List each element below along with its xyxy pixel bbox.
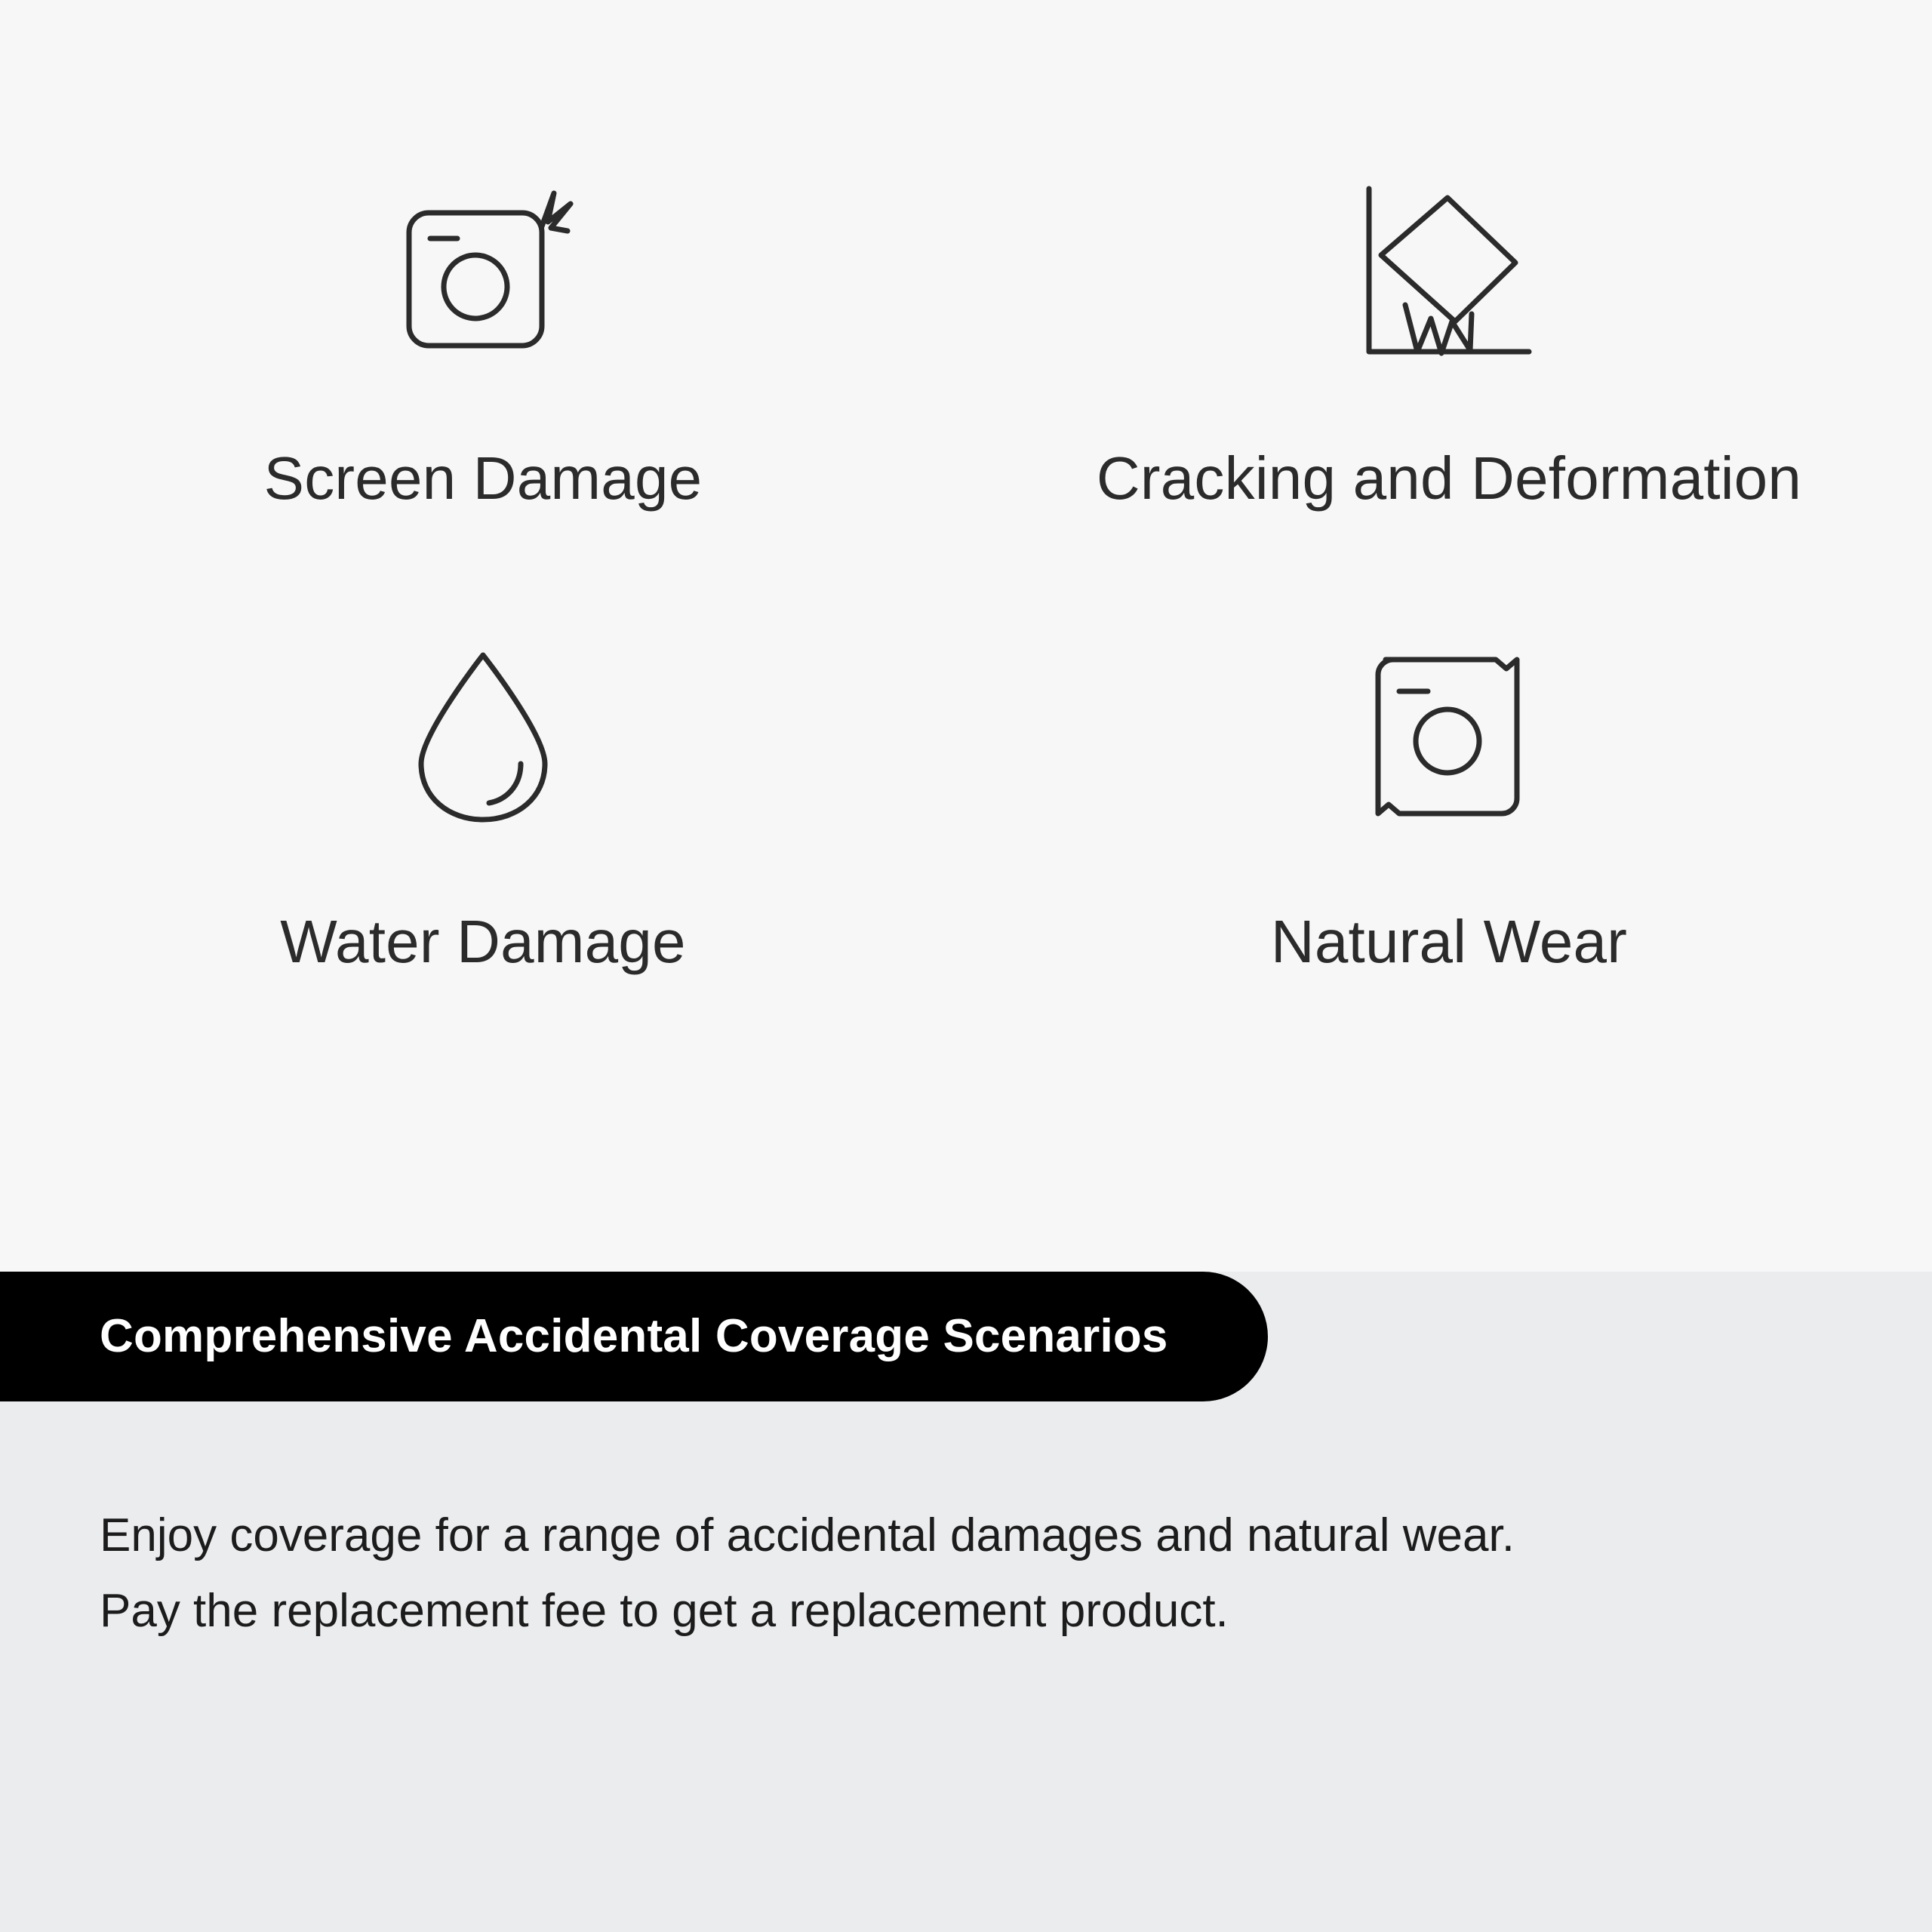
cracking-deformation-icon [1358, 158, 1540, 385]
description-text [100, 1498, 1819, 1650]
feature-item-natural-wear [966, 622, 1932, 975]
feature-grid [0, 158, 1932, 975]
feature-label: Screen Damage [263, 445, 703, 512]
feature-item-cracking-deformation [966, 158, 1932, 512]
feature-label: Water Damage [280, 908, 686, 975]
feature-label: Cracking and Deformation [1096, 445, 1802, 512]
banner-ribbon [0, 1272, 1268, 1401]
coverage-description-panel [0, 1272, 1932, 1932]
water-damage-icon [392, 622, 574, 848]
natural-wear-icon [1358, 622, 1540, 848]
banner-title: Comprehensive Accidental Coverage Scenarios [100, 1310, 1168, 1362]
feature-item-water-damage [0, 622, 966, 975]
feature-item-screen-damage [0, 158, 966, 512]
feature-label: Natural Wear [1270, 908, 1628, 975]
screen-damage-icon [392, 158, 574, 385]
description-line-1: Enjoy coverage for a range of accidental damages and natural wear. [100, 1509, 1515, 1561]
description-line-2: Pay the replacement fee to get a replacement product. [100, 1585, 1229, 1638]
